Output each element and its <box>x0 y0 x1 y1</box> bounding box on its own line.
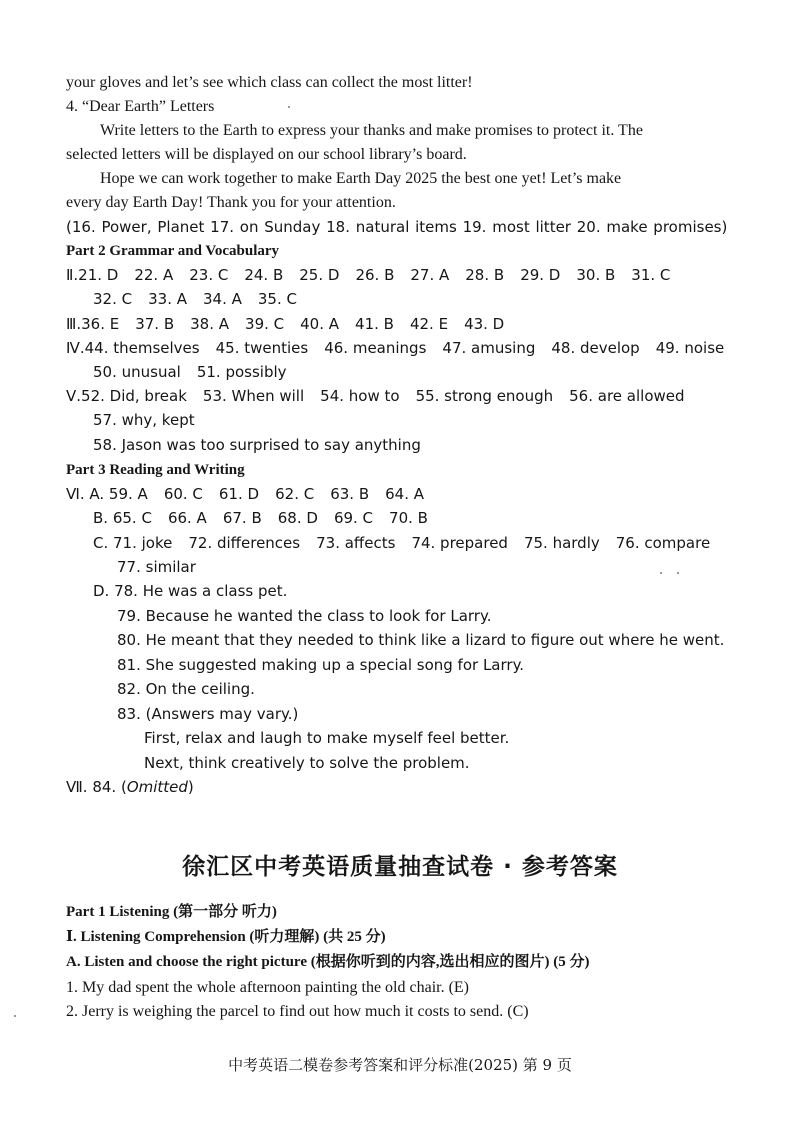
answer-row-VI-C-cont: 77. similar <box>117 558 196 576</box>
answer: .36. E <box>76 315 120 333</box>
answer-D-78: D. 78. He was a class pet. <box>93 582 288 600</box>
answer: 74. prepared <box>411 534 508 552</box>
paragraph-line: every day Earth Day! Thank you for your attention. <box>66 194 396 211</box>
roman-numeral: Ⅴ <box>66 387 77 405</box>
answer: 72. differences <box>188 534 301 552</box>
roman-numeral: Ⅳ <box>66 339 80 357</box>
answer: 34. A <box>203 290 242 308</box>
answer: 64. A <box>385 485 425 503</box>
answer: 45. twenties <box>215 339 309 357</box>
answer: 54. how to <box>320 387 400 405</box>
answer: 73. affects <box>316 534 396 552</box>
answer: C. 71. joke <box>93 534 173 552</box>
answer: 49. noise <box>655 339 725 357</box>
answer-D-82: 82. On the ceiling. <box>117 680 255 698</box>
part3-heading: Part 3 Reading and Writing <box>66 462 245 478</box>
answer: .52. Did, break <box>76 387 187 405</box>
omitted-label: Omitted <box>126 778 188 796</box>
answer-D-83: 83. (Answers may vary.) <box>117 705 299 723</box>
answer: 24. B <box>244 266 284 284</box>
paragraph-line: selected letters will be displayed on our school library’s board. <box>66 146 467 163</box>
answer-row-VI-B <box>93 506 428 530</box>
answer: 25. D <box>299 266 340 284</box>
listening-heading: Ⅰ. Listening Comprehension (听力理解) (共 25 分) <box>66 929 386 945</box>
answer-D-83-next: Next, think creatively to solve the problem. <box>144 754 470 772</box>
answer: 48. develop <box>551 339 640 357</box>
answer: 41. B <box>355 315 394 333</box>
answer-row-IV-cont <box>93 360 287 384</box>
answer: 69. C <box>333 509 374 527</box>
answer: 32. C <box>93 290 133 308</box>
page-footer: 中考英语二模卷参考答案和评分标准(2025) 第 9 页 <box>228 1056 572 1074</box>
answer-row-II <box>66 263 670 287</box>
answer-prefix: . 84. ( <box>82 778 127 796</box>
answer: 63. B <box>330 485 370 503</box>
answer: .44. themselves <box>79 339 200 357</box>
answer-row-III <box>66 312 504 336</box>
answer: . A. 59. A <box>79 485 148 503</box>
scan-speck <box>14 1015 16 1017</box>
answer-row-V-58: 58. Jason was too surprised to say anything <box>93 436 421 454</box>
answer-D-79: 79. Because he wanted the class to look for Larry. <box>117 607 492 625</box>
answer: 22. A <box>134 266 174 284</box>
roman-numeral: Ⅱ <box>66 266 74 284</box>
answer: 70. B <box>389 509 428 527</box>
answer-D-80: 80. He meant that they needed to think like a lizard to figure out where he went. <box>117 631 725 649</box>
answer-D-83-first: First, relax and laugh to make myself feel better. <box>144 729 510 747</box>
passage-line: your gloves and let’s see which class can collect the most litter! <box>66 74 473 91</box>
answer: 47. amusing <box>442 339 536 357</box>
listening-item: 1. My dad spent the whole afternoon painting the old chair. (E) <box>66 979 470 996</box>
answer: 23. C <box>189 266 229 284</box>
answer: 26. B <box>355 266 395 284</box>
answer: 39. C <box>245 315 285 333</box>
answer-row-VI-C <box>93 531 710 555</box>
roman-numeral: Ⅶ <box>66 778 83 796</box>
item-heading: 4. “Dear Earth” Letters <box>66 98 215 115</box>
answer: 75. hardly <box>523 534 600 552</box>
answer: B. 65. C <box>93 509 152 527</box>
listening-item: 2. Jerry is weighing the parcel to find out how much it costs to send. (C) <box>66 1003 529 1020</box>
part1-heading: Part 1 Listening (第一部分 听力) <box>66 904 277 920</box>
answer: 62. C <box>275 485 315 503</box>
answer: 53. When will <box>202 387 305 405</box>
answer-row-VI-A <box>66 482 424 506</box>
section-title: 徐汇区中考英语质量抽查试卷 · 参考答案 <box>182 854 618 880</box>
answer: 76. compare <box>615 534 711 552</box>
answer: 40. A <box>300 315 340 333</box>
answer-D-81: 81. She suggested making up a special song for Larry. <box>117 656 525 674</box>
paragraph-line: Write letters to the Earth to express your thanks and make promises to protect it. The <box>100 122 643 139</box>
answer: 60. C <box>163 485 203 503</box>
roman-numeral: Ⅵ <box>66 485 80 503</box>
answer-row-V-57: 57. why, kept <box>93 411 195 429</box>
answer: 68. D <box>277 509 318 527</box>
paragraph-line: Hope we can work together to make Earth Day 2025 the best one yet! Let’s make <box>100 170 622 187</box>
answer: 56. are allowed <box>569 387 685 405</box>
answer: 33. A <box>148 290 187 308</box>
answer-row-VII <box>66 775 194 799</box>
answer: 29. D <box>520 266 561 284</box>
answer: 55. strong enough <box>415 387 554 405</box>
answer: 38. A <box>190 315 230 333</box>
scan-speck <box>288 106 290 108</box>
answer: 35. C <box>257 290 297 308</box>
answer: 66. A <box>167 509 207 527</box>
answer: 43. D <box>464 315 505 333</box>
answer: 42. E <box>409 315 449 333</box>
answer: 50. unusual <box>93 363 181 381</box>
part2-heading: Part 2 Grammar and Vocabulary <box>66 243 280 259</box>
answer-row-V <box>66 384 685 408</box>
scan-speck <box>660 572 662 574</box>
answer-row-IV <box>66 336 724 360</box>
answer: .21. D <box>73 266 119 284</box>
answer: 61. D <box>218 485 260 503</box>
answer: 67. B <box>222 509 262 527</box>
answer: 28. B <box>465 266 505 284</box>
answer: 51. possibly <box>196 363 287 381</box>
subsection-heading: A. Listen and choose the right picture (根据你听到的内容,选出相应的图片) (5 分) <box>66 954 590 970</box>
answer: 31. C <box>631 266 671 284</box>
roman-numeral: Ⅲ <box>66 315 77 333</box>
answer-row-II-cont <box>93 287 297 311</box>
answer: 37. B <box>135 315 175 333</box>
scan-speck <box>677 572 679 574</box>
answer: 30. B <box>576 266 616 284</box>
answer-suffix: ) <box>187 778 194 796</box>
answer: 27. A <box>410 266 450 284</box>
answer: 46. meanings <box>324 339 427 357</box>
answer-line: (16. Power, Planet 17. on Sunday 18. natural items 19. most litter 20. make promises) <box>66 218 728 236</box>
